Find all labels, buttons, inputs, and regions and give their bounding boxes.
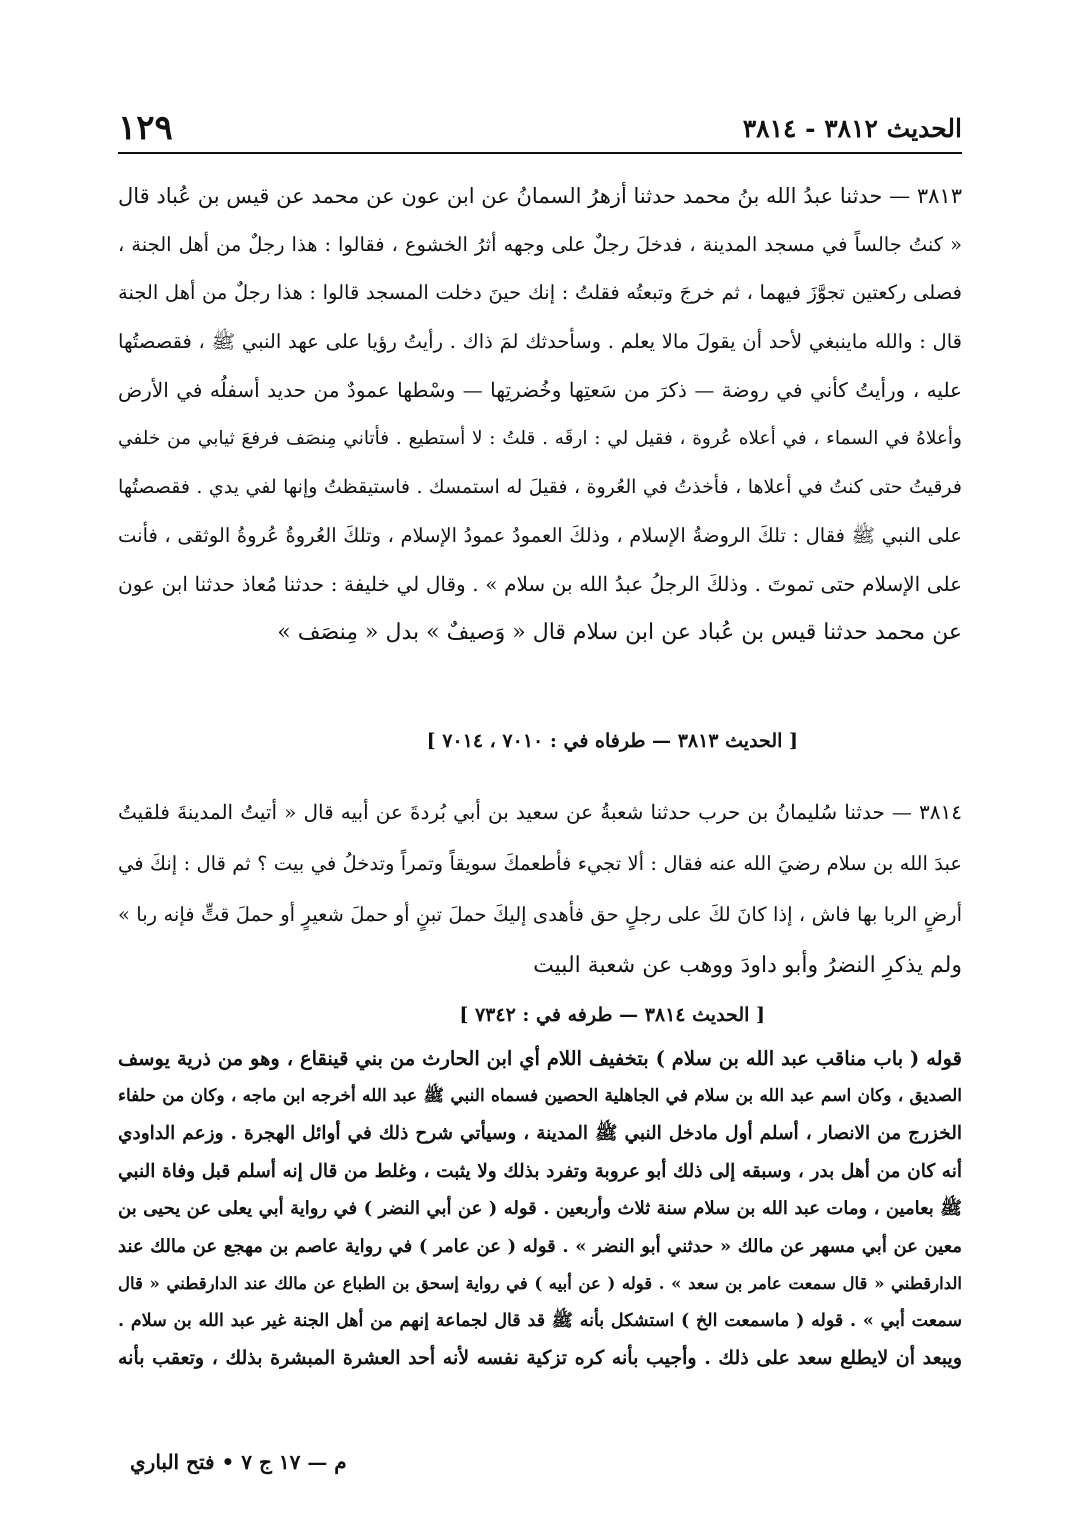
text-line: عبدَ الله بن سلام رضيَ الله عنه فقال : ألا تجيء فأطعمكَ سويقاً وتمراً وتدخلُ في بيت ؟ ثم قال : إنكَ في [118,852,962,875]
running-title: الحديث ٣٨١٢ - ٣٨١٤ [742,113,962,143]
page-footer: م — ١٧ ج ٧ • فتح الباري [130,1450,347,1474]
text-line: قال : والله ماينبغي لأحد أن يقولَ مالا يعلم . وسأحدثك لمَ ذاك . رأيتُ رؤيا على عهد النبي ﷺ ، فقصصتُها [118,329,962,353]
text-line: ٣٨١٣ — حدثنا عبدُ الله بنُ محمد حدثنا أزهرُ السمانُ عن ابن عون عن محمد عن قيس بن عُباد قال [118,184,962,208]
text-line: ٣٨١٤ — حدثنا سُليمانُ بن حرب حدثنا شعبةُ عن سعيد بن أبي بُردةَ عن أبيه قال « أتيتُ المدينةَ فلقيتُ [118,800,962,824]
commentary-line: قوله ( باب مناقب عبد الله بن سلام ) بتخفيف اللام أي ابن الحارث من بني قينقاع ، وهو من ذرية يوسف [118,1047,962,1070]
text-line: أرضٍ الربا بها فاش ، إذا كانَ لكَ على رجلٍ حق فأهدى إليكَ حملَ تبنٍ أو حملَ شعيرٍ أو حملَ قتٍّ فإنه ربا » [118,903,962,926]
hadith-3814 [118,787,962,991]
text-line: وأعلاهُ في السماء ، في أعلاه عُروة ، فقيل لي : ارقَه . قلتُ : لا أستطيع . فأتاني مِنصَف فرفعَ ثيابي من خلفي [118,427,962,449]
page-header [118,106,962,150]
text-line: عليه ، ورأيتُ كأني في روضة — ذكرَ من سَعتِها وخُضرتِها — وسْطها عمودٌ من حديد أسفلُه في الأرض [118,378,962,402]
page-number: ١٢٩ [118,108,173,148]
hadith-3813-reference: [ الحديث ٣٨١٣ — طرفاه في : ٧٠١٠ ، ٧٠١٤ ] [426,730,798,752]
text-line: عن محمد حدثنا قيس بن عُباد عن ابن سلام قال « وَصيفٌ » بدل « مِنصَف » [277,619,962,645]
commentary [118,1040,962,1378]
text-line: على الإسلام حتى تموتَ . وذلكَ الرجلُ عبدُ الله بن سلام » . وقال لي خليفة : حدثنا مُعاذ حدثنا ابن عون [118,572,962,596]
commentary-line: الدارقطني « قال سمعت عامر بن سعد » . قوله ( عن أبيه ) في رواية إسحق بن الطباع عن مالك عند الدارقطني « قال [118,1274,962,1293]
commentary-line: معين عن أبي مسهر عن مالك « حدثني أبو النضر » . قوله ( عن عامر ) في رواية عاصم بن مهجع عن مالك عند [118,1235,962,1257]
header-rule [118,152,962,154]
text-line: ولم يذكرِ النضرُ وأبو داودَ ووهب عن شعبة البيت [533,953,962,978]
hadith-3814-reference: [ الحديث ٣٨١٤ — طرفه في : ٧٣٤٢ ] [459,1004,765,1026]
hadith-3813 [118,172,962,657]
text-line: فصلى ركعتين تجوَّزَ فيهما ، ثم خرجَ وتبعتُه فقلتُ : إنك حينَ دخلت المسجد قالوا : هذا رجلٌ من أهل الجنة [118,281,962,304]
commentary-line: ويبعد أن لايطلع سعد على ذلك . وأجيب بأنه كره تزكية نفسه لأنه أحد العشرة المبشرة بذلك ، وتعقب بأنه [118,1347,962,1369]
commentary-line: الصديق ، وكان اسم عبد الله بن سلام في الجاهلية الحصين فسماه النبي ﷺ عبد الله أخرجه ابن ماجه ، وكان من حلفاء [118,1085,962,1106]
commentary-line: أنه كان من أهل بدر ، وسبقه إلى ذلك أبو عروبة وتفرد بذلك ولا يثبت ، وغلط من قال إنه أسلم قبل وفاة النبي [118,1160,962,1182]
text-line: فرقيتُ حتى كنتُ في أعلاها ، فأخذتُ في العُروة ، فقيلَ له استمسك . فاستيقظتُ وإنها لفي يدي . فقصصتُها [118,476,962,498]
commentary-line: ﷺ بعامين ، ومات عبد الله بن سلام سنة ثلاث وأربعين . قوله ( عن أبي النضر ) في رواية أبي يعلى عن يحيى بن [118,1198,962,1219]
commentary-line: سمعت أبي » . قوله ( ماسمعت الخ ) استشكل بأنه ﷺ قد قال لجماعة إنهم من أهل الجنة غير عبد الله بن سلام . [118,1310,962,1331]
text-line: على النبي ﷺ فقال : تلكَ الروضةُ الإسلام ، وذلكَ العمودُ عمودُ الإسلام ، وتلكَ العُروةُ عُروةُ الوثقى ، فأنت [118,523,962,547]
text-line: « كنتُ جالساً في مسجد المدينة ، فدخلَ رجلٌ على وجهه أثرُ الخشوع ، فقالوا : هذا رجلٌ من أهل الجنة ، [118,232,962,256]
commentary-line: الخزرج من الانصار ، أسلم أول مادخل النبي ﷺ المدينة ، وسيأتي شرح ذلك في أوائل الهجرة . وزعم الداودي [118,1123,962,1144]
